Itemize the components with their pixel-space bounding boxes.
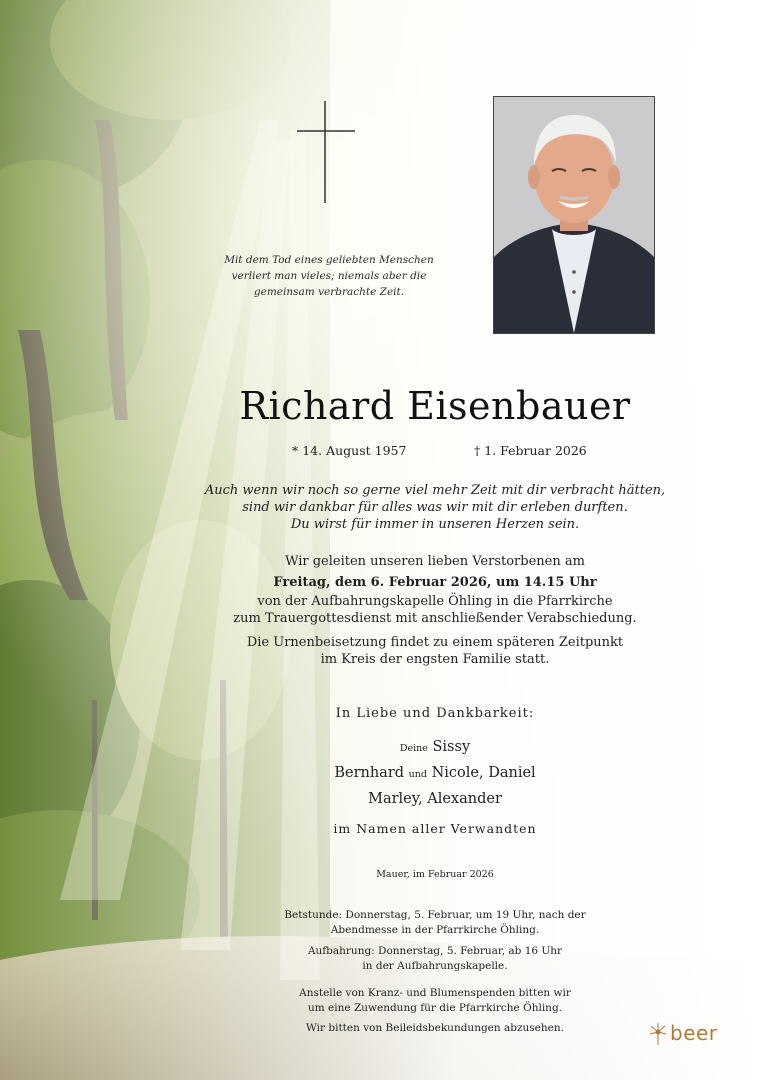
prayer-info [175, 908, 695, 938]
urn-line: Die Urnenbeisetzung findet zu einem späteren Zeitpunkt [246, 635, 624, 650]
family-names [175, 735, 695, 812]
invite-line: Wir geleiten unseren lieben Verstorbenen am [285, 554, 585, 569]
note-line: Anstelle von Kranz- und Blumenspenden bitten wir [299, 987, 571, 999]
place-date: Mauer, im Februar 2026 [376, 869, 494, 880]
birth-date: * 14. August 1957 [292, 443, 407, 458]
urn-line: im Kreis der engsten Familie statt. [320, 652, 550, 667]
dandelion-icon [648, 1022, 670, 1046]
family-name: Nicole, Daniel [431, 765, 536, 781]
funeral-date-time: Freitag, dem 6. Februar 2026, um 14.15 Uhr [273, 575, 597, 590]
memorial-quote [210, 252, 448, 300]
family-name: Sissy [432, 739, 471, 755]
note-line: Aufbahrung: Donnerstag, 5. Februar, ab 16 Uhr [307, 945, 563, 957]
donation-info [175, 986, 695, 1016]
invite-line: zum Trauergottesdienst mit anschließender Verabschiedung. [233, 611, 637, 626]
urn-burial-info [175, 634, 695, 668]
wake-info [175, 944, 695, 974]
family-line-1 [175, 735, 695, 761]
quote-line: verliert man vieles; niemals aber die [231, 270, 427, 282]
death-date: † 1. Februar 2026 [474, 443, 587, 458]
cross-icon [297, 101, 355, 203]
poem-line: sind wir dankbar für alles was wir mit dir erleben durften. [242, 500, 628, 515]
deceased-name: Richard Eisenbauer [239, 384, 631, 428]
quote-line: Mit dem Tod eines geliebten Menschen [224, 254, 434, 266]
poem-line: Du wirst für immer in unseren Herzen sein. [290, 517, 580, 532]
condolence-note: Wir bitten von Beileidsbekundungen abzusehen. [306, 1022, 564, 1034]
invite-line: von der Aufbahrungskapelle Öhling in die Pfarrkirche [257, 594, 613, 609]
relatives-line: im Namen aller Verwandten [333, 821, 537, 836]
logo-text: beer [670, 1021, 718, 1045]
portrait-photo [493, 96, 655, 334]
poem-line: Auch wenn wir noch so gerne viel mehr Zeit mit dir verbracht hätten, [204, 483, 666, 498]
quote-line: gemeinsam verbrachte Zeit. [253, 286, 405, 298]
family-line-3: Marley, Alexander [368, 791, 502, 807]
memorial-poem [175, 482, 695, 533]
family-line-2 [175, 761, 695, 787]
note-line: in der Aufbahrungskapelle. [362, 960, 508, 972]
note-line: Betstunde: Donnerstag, 5. Februar, um 19 Uhr, nach der [284, 909, 586, 921]
family-heading: In Liebe und Dankbarkeit: [335, 706, 535, 721]
beer-logo [648, 1020, 728, 1048]
und-label: und [408, 769, 427, 780]
note-line: Abendmesse in der Pfarrkirche Öhling. [330, 924, 540, 936]
family-name: Bernhard [334, 765, 405, 781]
deine-label: Deine [399, 743, 428, 754]
funeral-invitation [175, 553, 695, 627]
note-line: um eine Zuwendung für die Pfarrkirche Öhling. [308, 1002, 562, 1014]
